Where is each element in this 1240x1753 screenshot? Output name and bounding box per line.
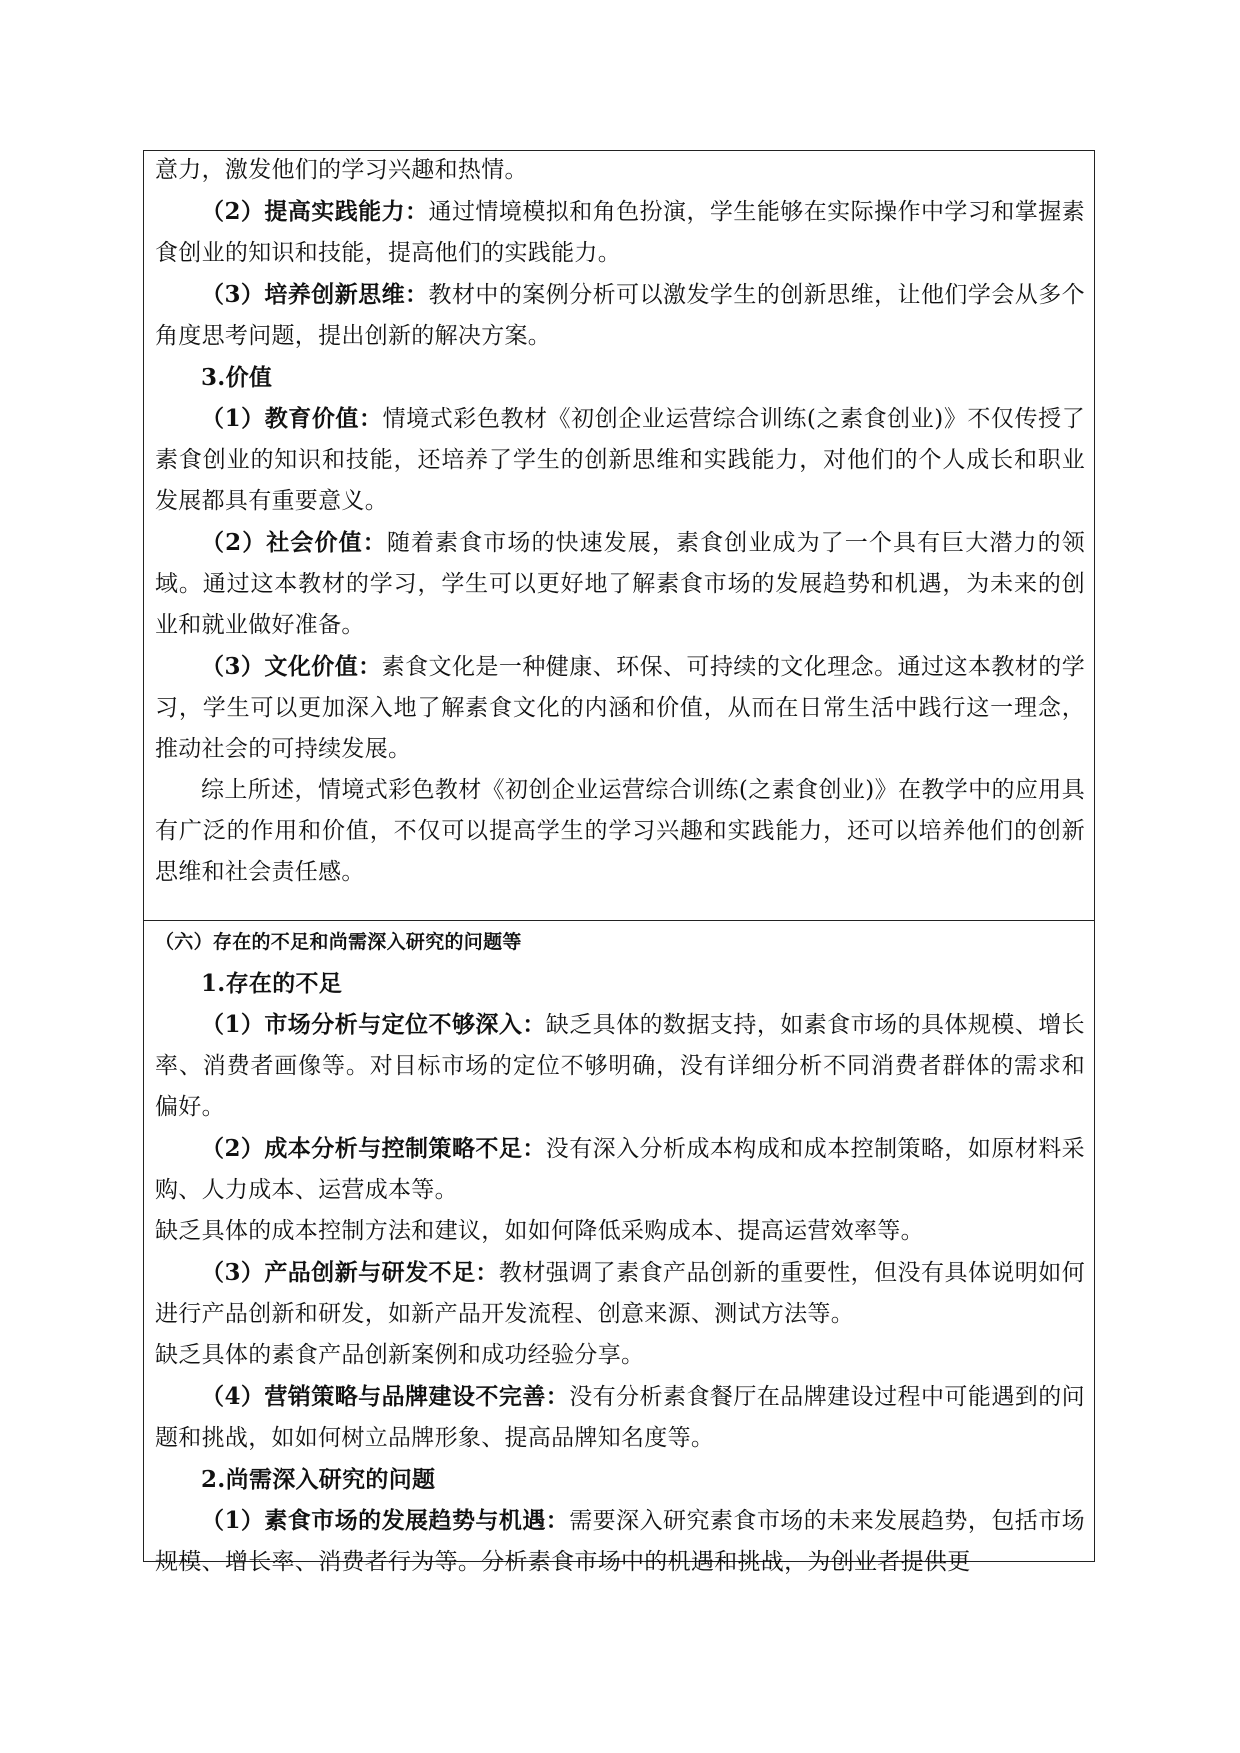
paragraph-text: 通过情境模拟和角色扮演，学生能够在实际操作中学习和掌握素食创业的知识和技能，提高他们的实践能力。: [155, 199, 1085, 266]
paragraph: [155, 191, 1085, 274]
paragraph: [155, 522, 1085, 646]
table-cell-upper: [155, 150, 1085, 893]
paragraph-lead: （3）培养创新思维：: [201, 281, 429, 308]
paragraph: [155, 1500, 1085, 1583]
paragraph-lead: （2）提高实践能力：: [201, 198, 429, 225]
subheading: 2.尚需深入研究的问题: [201, 1466, 436, 1493]
paragraph: [155, 274, 1085, 357]
paragraph-lead: （3）文化价值：: [201, 653, 382, 680]
paragraph-text: 教材中的案例分析可以激发学生的创新思维，让他们学会从多个角度思考问题，提出创新的解决方案。: [155, 282, 1085, 349]
paragraph: 意力，激发他们的学习兴趣和热情。: [155, 157, 528, 183]
paragraph-text: 随着素食市场的快速发展，素食创业成为了一个具有巨大潜力的领域。通过这本教材的学习，学生可以更好地了解素食市场的发展趋势和机遇，为未来的创业和就业做好准备。: [155, 530, 1085, 638]
paragraph: [155, 398, 1085, 522]
paragraph-text: 需要深入研究素食市场的未来发展趋势，包括市场规模、增长率、消费者行为等。分析素食市场中的机遇和挑战，为创业者提供更: [155, 1508, 1085, 1575]
paragraph-lead: （4）营销策略与品牌建设不完善：: [201, 1383, 570, 1410]
paragraph-text: 没有分析素食餐厅在品牌建设过程中可能遇到的问题和挑战，如如何树立品牌形象、提高品牌知名度等。: [155, 1384, 1085, 1451]
paragraph-lead: （2）社会价值：: [201, 529, 387, 556]
paragraph-text: 没有深入分析成本构成和成本控制策略，如原材料采购、人力成本、运营成本等。: [155, 1136, 1085, 1203]
paragraph: [155, 1252, 1085, 1335]
paragraph-lead: （1）素食市场的发展趋势与机遇：: [201, 1507, 570, 1534]
subheading: 1.存在的不足: [201, 970, 343, 997]
paragraph: [155, 646, 1085, 770]
paragraph-text: 教材强调了素食产品创新的重要性，但没有具体说明如何进行产品创新和研发，如新产品开发流程、创意来源、测试方法等。: [155, 1260, 1086, 1327]
paragraph: [155, 1376, 1085, 1459]
paragraph-text: 情境式彩色教材《初创企业运营综合训练(之素食创业)》不仅传授了素食创业的知识和技能，还培养了学生的创新思维和实践能力，对他们的个人成长和职业发展都具有重要意义。: [155, 406, 1086, 514]
paragraph-lead: （1）教育价值：: [201, 405, 383, 432]
paragraph: 缺乏具体的素食产品创新案例和成功经验分享。: [155, 1342, 645, 1368]
paragraph-lead: （2）成本分析与控制策略不足：: [201, 1135, 546, 1162]
section-title: （六）存在的不足和尚需深入研究的问题等: [155, 931, 522, 953]
subheading: 3.价值: [201, 364, 273, 391]
paragraph: 缺乏具体的成本控制方法和建议，如如何降低采购成本、提高运营效率等。: [155, 1218, 924, 1244]
paragraph: 综上所述，情境式彩色教材《初创企业运营综合训练(之素食创业)》在教学中的应用具有广泛的作用和价值，不仅可以提高学生的学习兴趣和实践能力，还可以培养他们的创新思维和社会责任感。: [155, 777, 1085, 885]
paragraph-lead: （3）产品创新与研发不足：: [201, 1259, 499, 1286]
table-cell-lower: [155, 921, 1085, 1583]
paragraph: [155, 1004, 1085, 1128]
paragraph-text: 素食文化是一种健康、环保、可持续的文化理念。通过这本教材的学习，学生可以更加深入地了解素食文化的内涵和价值，从而在日常生活中践行这一理念，推动社会的可持续发展。: [155, 654, 1086, 762]
paragraph-lead: （1）市场分析与定位不够深入：: [201, 1011, 546, 1038]
paragraph-text: 缺乏具体的数据支持，如素食市场的具体规模、增长率、消费者画像等。对目标市场的定位不够明确，没有详细分析不同消费者群体的需求和偏好。: [155, 1012, 1085, 1120]
paragraph: [155, 1128, 1085, 1211]
